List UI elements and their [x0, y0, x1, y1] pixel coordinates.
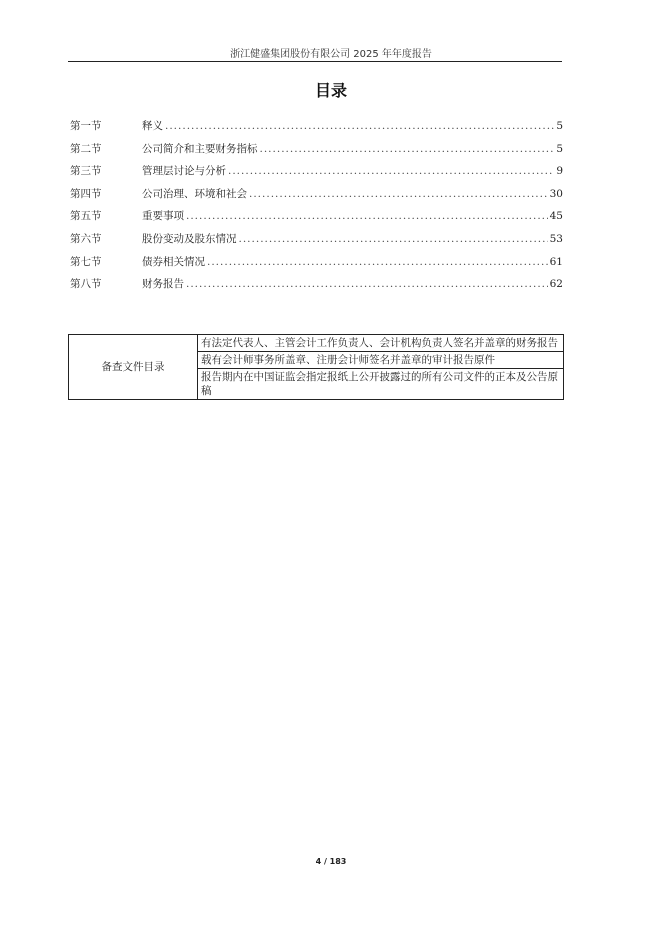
toc-page-number: 9 [556, 165, 563, 178]
toc-leader-dots [207, 255, 548, 269]
toc-entry-2[interactable] [70, 142, 563, 165]
toc-section-title: 管理层讨论与分析 [142, 165, 226, 178]
toc-page-number: 61 [549, 255, 563, 268]
reference-document-item: 有法定代表人、主管会计工作负责人、会计机构负责人签名并盖章的财务报告 [198, 335, 564, 352]
toc-section-title: 财务报告 [142, 278, 184, 291]
reference-document-item: 报告期内在中国证监会指定报纸上公开披露过的所有公司文件的正本及公告原稿 [198, 369, 564, 400]
toc-entry-3[interactable] [70, 164, 563, 187]
toc-section-title: 重要事项 [142, 210, 184, 223]
toc-entry-4[interactable] [70, 187, 563, 210]
toc-section-title: 公司治理、环境和社会 [142, 187, 247, 200]
toc-entry-7[interactable] [70, 255, 563, 278]
toc-leader-dots [186, 277, 548, 291]
toc-leader-dots [186, 209, 548, 223]
toc-leader-dots [165, 119, 554, 133]
toc-page-number: 30 [549, 187, 563, 200]
toc-heading: 目录 [314, 81, 347, 100]
toc-section-number: 第五节 [70, 210, 102, 223]
toc-section-number: 第七节 [70, 255, 102, 268]
toc-section-number: 第六节 [70, 232, 102, 245]
toc-section-title: 释义 [142, 120, 163, 132]
toc-page-number: 62 [549, 278, 563, 291]
toc-page-number: 53 [549, 232, 563, 245]
toc-page-number: 5 [556, 142, 563, 155]
toc-section-number: 第四节 [70, 187, 102, 200]
toc-page-number: 5 [556, 120, 563, 132]
toc-entry-5[interactable] [70, 209, 563, 232]
toc-page-number: 45 [549, 210, 563, 223]
toc-leader-dots [228, 164, 554, 178]
toc-section-number: 第三节 [70, 165, 102, 178]
toc-entry-1[interactable] [70, 119, 563, 142]
toc-section-number: 第二节 [70, 142, 102, 155]
toc-section-title: 股份变动及股东情况 [142, 232, 237, 245]
toc-leader-dots [239, 232, 548, 246]
toc-leader-dots [260, 142, 555, 156]
table-of-contents [70, 119, 563, 300]
table-row [69, 335, 564, 352]
toc-section-title: 公司简介和主要财务指标 [142, 142, 258, 155]
report-header-title: 浙江健盛集团股份有限公司 2025 年年度报告 [230, 49, 432, 60]
reference-documents-label: 备查文件目录 [69, 335, 198, 400]
reference-document-item: 载有会计师事务所盖章、注册会计师签名并盖章的审计报告原件 [198, 352, 564, 369]
reference-documents-table [68, 334, 564, 400]
page-indicator: 4 / 183 [315, 857, 347, 866]
toc-section-number: 第八节 [70, 278, 102, 291]
toc-section-number: 第一节 [70, 120, 102, 132]
header-divider [68, 61, 562, 62]
toc-entry-8[interactable] [70, 277, 563, 300]
toc-leader-dots [249, 187, 548, 201]
toc-section-title: 债券相关情况 [142, 255, 205, 268]
toc-entry-6[interactable] [70, 232, 563, 255]
